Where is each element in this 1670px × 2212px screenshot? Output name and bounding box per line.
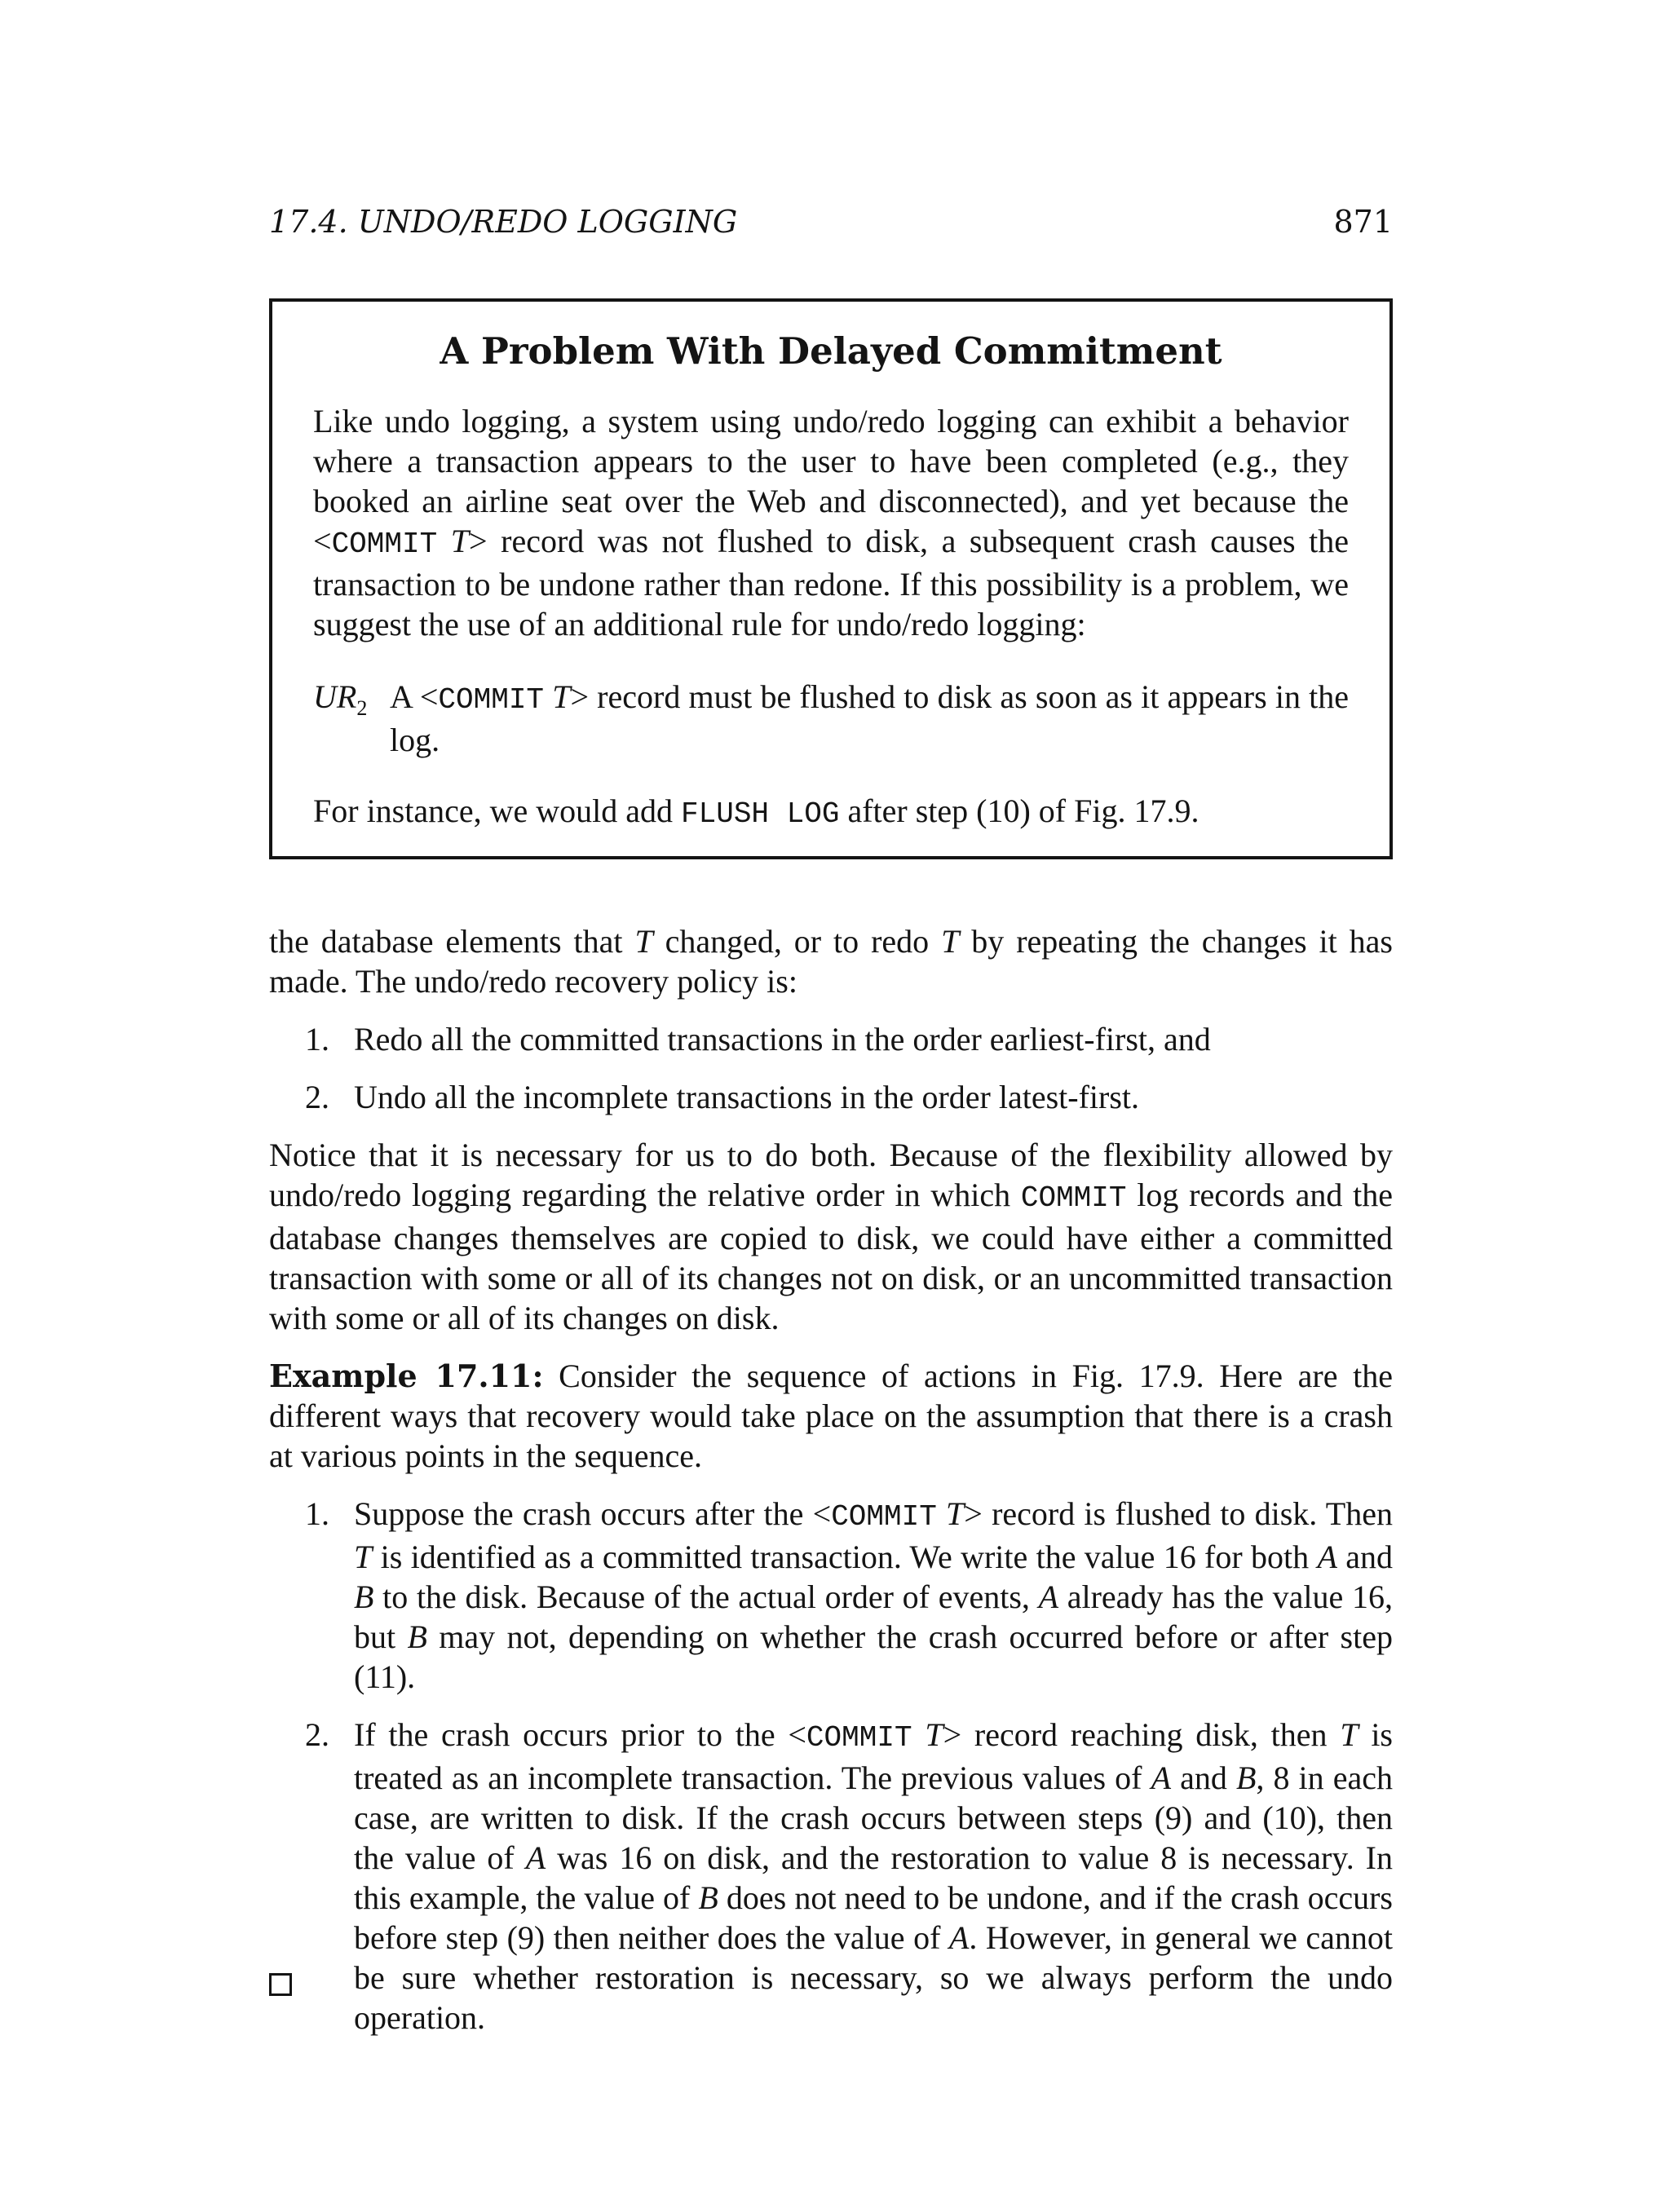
recovery-policy-list [269, 1019, 1393, 1117]
box-paragraph: Like undo logging, a system using undo/redo logging can exhibit a behavior where a transaction appears to the user to have been completed (e.g., they booked an airline seat over the Web and disconnected), and yet because the <COMMIT T> record was not flushed to disk, a subsequent crash causes the transaction to be undone rather than redone. If this possibility is a problem, we suggest the use of an additional rule for undo/redo logging: [313, 403, 1349, 642]
list-item: 1. Suppose the crash occurs after the <COMMIT T> record is flushed to disk. Then T is identified as a committed transaction. We write the value 16 for both A and B to the disk. Because of the actual order of events, A already has the value 16, but B may not, depending on whether the crash occurred before or after step (11). [305, 1495, 1393, 1695]
running-head [269, 163, 1393, 240]
box-footer: For instance, we would add FLUSH LOG after step (10) of Fig. 17.9. [313, 793, 1199, 831]
list-item: 2. Undo all the incomplete transactions in the order latest-first. [305, 1079, 1140, 1115]
sidebar-box [269, 298, 1393, 859]
body-text [269, 921, 1393, 2055]
example-paragraph: Example 17.11: Consider the sequence of actions in Fig. 17.9. Here are the different ways that recovery would take place on the assumption that there is a crash at various points in the sequence. [269, 1358, 1393, 1474]
end-of-proof-icon [269, 1973, 292, 1996]
page [269, 163, 1394, 2036]
commit-keyword: COMMIT [331, 528, 438, 561]
box-title: A Problem With Delayed Commitment [440, 329, 1222, 373]
flush-log-keyword: FLUSH LOG [681, 797, 840, 831]
rule-label: $UR_2$ [313, 678, 368, 720]
commit-keyword: COMMIT [438, 683, 545, 717]
paragraph-both: Notice that it is necessary for us to do both. Because of the flexibility allowed by undo/redo logging regarding the relative order in which COMMIT log records and the database changes themselves are copied to disk, we could have either a committed transaction with some or all of its changes not on disk, or an uncommitted transaction with some or all of its changes on disk. [269, 1137, 1393, 1336]
section-title: 17.4. UNDO/REDO LOGGING [269, 204, 738, 240]
commit-keyword: COMMIT [1020, 1181, 1127, 1215]
example-label: Example 17.11: [269, 1358, 544, 1394]
list-item: 2. If the crash occurs prior to the <COMMIT T> record reaching disk, then T is treated as an incomplete transaction. The previous values of A and B, 8 in each case, are written to disk. If the crash occurs between steps (9) and (10), then the value of A was 16 on disk, and the restoration to value 8 is necessary. In this example, the value of B does not need to be undone, and if the crash occurs before step (9) then neither does the value of A. However, in general we cannot be sure whether restoration is necessary, so we always perform the undo operation. [305, 1716, 1394, 2036]
rule-ur2: $UR_2$ A <COMMIT T> record must be flushed to disk as soon as it appears in the log. [313, 678, 1349, 758]
paragraph-policy-intro: the database elements that T changed, or to redo T by repeating the changes it has made. The undo/redo recovery policy is: [269, 923, 1393, 1000]
example-list [269, 1494, 1393, 2038]
list-item: 1. Redo all the committed transactions in the order earliest-first, and [305, 1021, 1211, 1057]
page-number: 871 [1333, 204, 1393, 240]
